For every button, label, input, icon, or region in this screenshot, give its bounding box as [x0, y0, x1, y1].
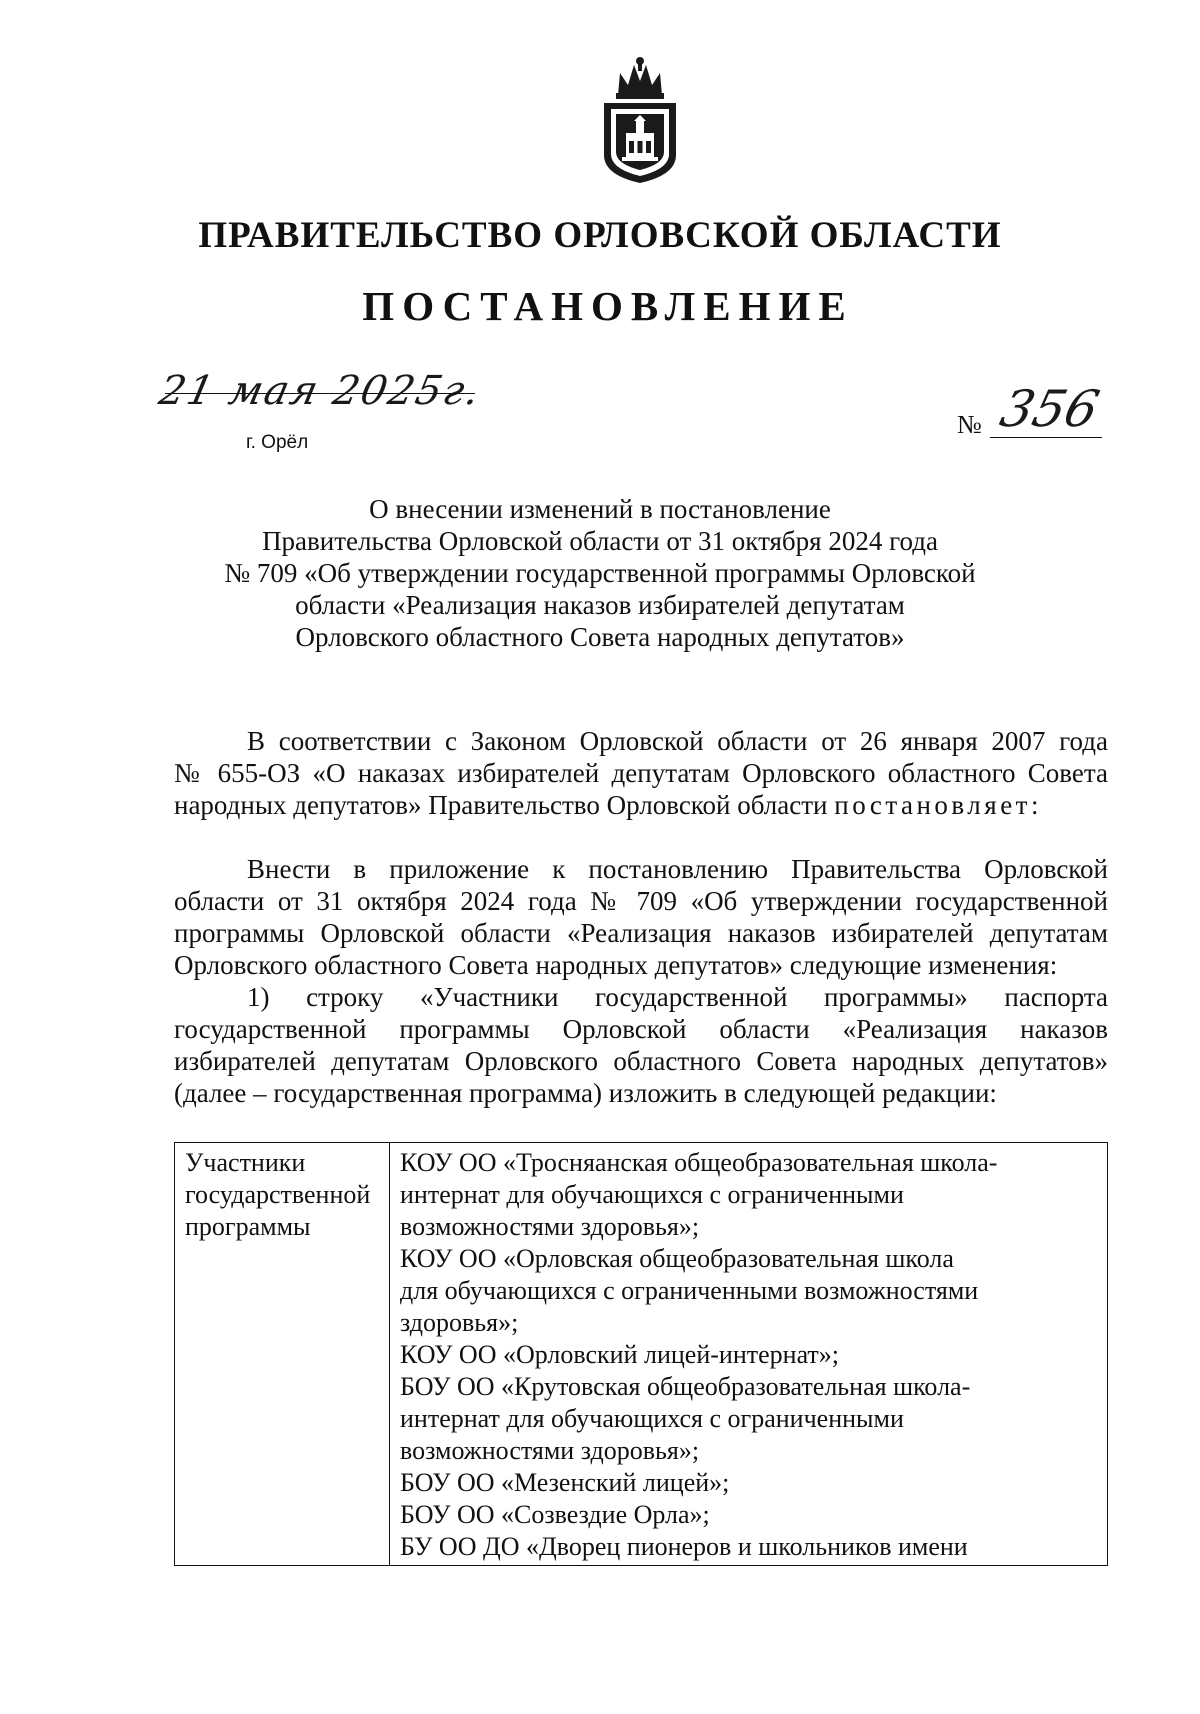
number-underline	[990, 437, 1102, 438]
label-line: Участники	[185, 1148, 306, 1177]
body-line: 1) строку «Участники государственной программы» паспорта	[247, 982, 1108, 1012]
label-line: государственной	[185, 1180, 371, 1209]
body-line: области от 31 октября 2024 года № 709 «Об утверждении государственной	[174, 886, 1108, 916]
participants-label-cell	[175, 1143, 390, 1566]
preamble-line: № 655-ОЗ «О наказах избирателей депутатам Орловского областного Совета	[174, 758, 1108, 788]
participant-line: для обучающихся с ограниченными возможностями	[400, 1276, 979, 1305]
document-type: ПОСТАНОВЛЕНИЕ	[362, 283, 854, 329]
participants-list-cell	[390, 1143, 1108, 1566]
date-underline	[165, 393, 475, 394]
preamble-paragraph	[174, 725, 1108, 821]
number-label: №	[957, 410, 982, 439]
handwritten-number: 356	[994, 380, 1105, 438]
participant-line: КОУ ОО «Орловская общеобразовательная школа	[400, 1244, 954, 1273]
decree-word: постановляет:	[834, 790, 1042, 820]
handwritten-date: 21 мая 2025г.	[155, 368, 486, 414]
body-line: программы Орловской области «Реализация наказов избирателей депутатам	[174, 918, 1108, 948]
body-line: избирателей депутатам Орловского областного Совета народных депутатов»	[174, 1046, 1108, 1076]
participant-line: БУ ОО ДО «Дворец пионеров и школьников имени	[400, 1532, 968, 1561]
heading-line: Правительства Орловской области от 31 октября 2024 года	[262, 526, 938, 556]
heading-line: О внесении изменений в постановление	[369, 494, 831, 524]
participant-line: здоровья»;	[400, 1308, 519, 1337]
heading-line: Орловского областного Совета народных депутатов»	[295, 622, 905, 652]
orel-coat-of-arms-icon	[598, 55, 682, 185]
participant-line: интернат для обучающихся с ограниченными	[400, 1404, 904, 1433]
government-title: ПРАВИТЕЛЬСТВО ОРЛОВСКОЙ ОБЛАСТИ	[198, 215, 1002, 256]
table-row	[175, 1143, 1108, 1566]
participant-line: БОУ ОО «Крутовская общеобразовательная школа-	[400, 1372, 971, 1401]
body-line: Орловского областного Совета народных депутатов» следующие изменения:	[174, 950, 1058, 980]
participant-line: возможностями здоровья»;	[400, 1212, 700, 1241]
heading-line: области «Реализация наказов избирателей депутатам	[295, 590, 905, 620]
participant-line: возможностями здоровья»;	[400, 1436, 700, 1465]
label-line: программы	[185, 1212, 311, 1241]
heading-line: № 709 «Об утверждении государственной программы Орловской	[224, 558, 976, 588]
preamble-line-last	[174, 789, 1108, 821]
participant-line: БОУ ОО «Созвездие Орла»;	[400, 1500, 710, 1529]
participant-line: БОУ ОО «Мезенский лицей»;	[400, 1468, 730, 1497]
preamble-text: народных депутатов» Правительство Орловской области	[174, 790, 828, 820]
body-line: (далее – государственная программа) изложить в следующей редакции:	[174, 1078, 997, 1108]
participant-line: КОУ ОО «Орловский лицей-интернат»;	[400, 1340, 840, 1369]
city-label: г. Орёл	[246, 432, 309, 453]
participant-line: КОУ ОО «Тросняанская общеобразовательная школа-	[400, 1148, 998, 1177]
body-paragraph	[174, 853, 1108, 1109]
preamble-line: В соответствии с Законом Орловской области от 26 января 2007 года	[247, 726, 1108, 756]
participant-line: интернат для обучающихся с ограниченными	[400, 1180, 904, 1209]
body-line: Внести в приложение к постановлению Правительства Орловской	[247, 854, 1108, 884]
participants-table	[174, 1142, 1108, 1566]
body-line: государственной программы Орловской области «Реализация наказов	[174, 1014, 1108, 1044]
document-heading	[0, 493, 1200, 653]
